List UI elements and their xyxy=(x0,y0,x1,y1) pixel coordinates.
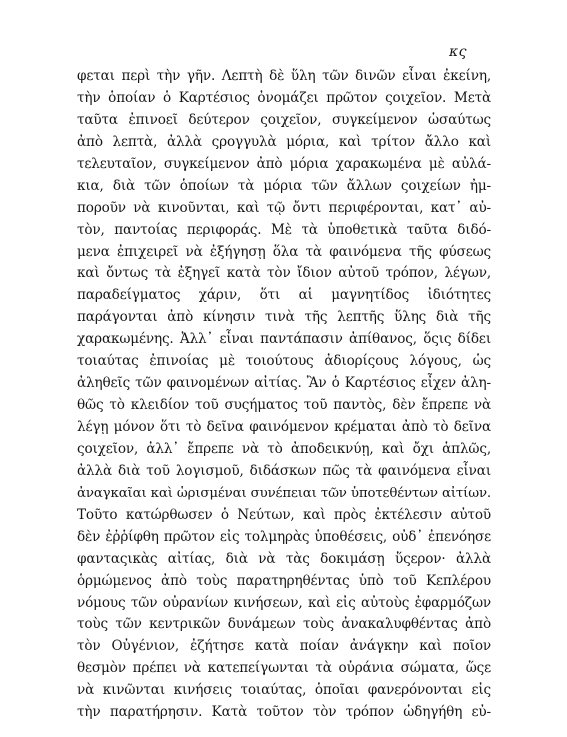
text-line: παράγονται ἀπὸ κίνησιν τινὰ τῆς λεπτῆς ὕλης διὰ τῆς xyxy=(77,309,491,326)
text-line: ςοιχεῖον, ἀλλ᾽ ἔπρεπε νὰ τὸ ἀποδεικνύῃ, καὶ ὄχι ἁπλῶς, xyxy=(77,440,491,457)
text-line: φεται περὶ τὴν γῆν. Λεπτὴ δὲ ὕλη τῶν δινῶν εἶναι ἐκείνη, xyxy=(77,68,491,84)
text-line: καὶ ὄντως τὰ ἐξηγεῖ κατὰ τὸν ἴδιον αὐτοῦ τρόπον, λέγων, xyxy=(77,265,491,282)
text-line: ποροῦν νὰ κινοῦνται, καὶ τῷ ὄντι περιφέρονται, κατ᾽ αὐ- xyxy=(77,199,491,216)
text-line: ταῦτα ἐπινοεῖ δεύτερον ςοιχεῖον, συγκείμενον ὡσαύτως xyxy=(77,111,491,128)
text-line: τελευταῖον, συγκείμενον ἀπὸ μόρια χαρακωμένα μὲ αὐλά- xyxy=(77,155,491,172)
text-line: νόμους τῶν οὐρανίων κινήσεων, καὶ εἰς αὐτοὺς ἐφαρμόζων xyxy=(77,594,491,611)
text-line: ἀλλὰ διὰ τοῦ λογισμοῦ, διδάσκων πῶς τὰ φαινόμενα εἶναι xyxy=(77,462,491,479)
text-line: φανταςικὰς αἰτίας, διὰ νὰ τὰς δοκιμάσῃ ὕςερον· ἀλλὰ xyxy=(77,550,491,567)
page-number: κς xyxy=(449,44,468,60)
body-text xyxy=(77,66,491,724)
text-line: τὸν Οὐγένιον, ἐζήτησε κατὰ ποίαν ἀνάγκην καὶ ποῖον xyxy=(77,638,491,655)
text-line: χαρακωμένης. Ἀλλ᾽ εἶναι παντάπασιν ἀπίθανος, ὅςις δίδει xyxy=(77,331,491,348)
text-line: θῶς τὸ κλειδίον τοῦ συςήματος τοῦ παντὸς, δὲν ἔπρεπε νὰ xyxy=(77,397,491,414)
text-line: ἀληθεῖς τῶν φαινομένων αἰτίας. Ἂν ὁ Καρτέσιος εἶχεν ἀλη- xyxy=(77,375,491,392)
text-line: κια, διὰ τῶν ὁποίων τὰ μόρια τῶν ἄλλων ςοιχείων ἠμ- xyxy=(77,177,491,194)
text-line: μενα ἐπιχειρεῖ νὰ ἐξήγησῃ ὅλα τὰ φαινόμενα τῆς φύσεως xyxy=(77,243,491,260)
text-line: τὴν παρατήρησιν. Κατὰ τοῦτον τὸν τρόπον ὡδηγήθη εὐ- xyxy=(77,704,491,721)
text-line: λέγῃ μόνον ὅτι τὸ δεῖνα φαινόμενον κρέμαται ἀπὸ τὸ δεῖνα xyxy=(77,419,491,435)
text-line: τοὺς τῶν κεντρικῶν δυνάμεων τοὺς ἀνακαλυφθέντας ἀπὸ xyxy=(77,616,491,633)
text-line: ἀπὸ λεπτὰ, ἀλλὰ ςρογγυλὰ μόρια, καὶ τρίτον ἄλλο καὶ xyxy=(77,133,491,150)
text-line: τὴν ὁποίαν ὁ Καρτέσιος ὀνομάζει πρῶτον ςοιχεῖον. Μετὰ xyxy=(77,89,491,106)
text-line: νὰ κινῶνται κινήσεις τοιαύτας, ὁποῖαι φανερόνονται εἰς xyxy=(77,682,491,699)
text-line: ὁρμώμενος ἀπὸ τοὺς παρατηρηθέντας ὑπὸ τοῦ Κεπλέρου xyxy=(77,572,491,589)
text-line: ἀναγκαῖαι καὶ ὡρισμέναι συνέπειαι τῶν ὑποτεθέντων αἰτίων. xyxy=(77,485,491,501)
text-line: τὸν, παντοίας περιφοράς. Μὲ τὰ ὑποθετικὰ ταῦτα διδό- xyxy=(77,221,491,238)
text-line: θεσμὸν πρέπει νὰ κατεπείγωνται τὰ οὐράνια σώματα, ὥςε xyxy=(77,660,491,677)
text-line: δὲν ἐῤῥίφθη πρῶτον εἰς τολμηρὰς ὑποθέσεις, οὐδ᾽ ἐπενόησε xyxy=(77,528,491,545)
text-line: Τοῦτο κατώρθωσεν ὁ Νεύτων, καὶ πρὸς ἐκτέλεσιν αὐτοῦ xyxy=(77,506,491,523)
text-line: παραδείγματος χάριν, ὅτι αἱ μαγνητίδος ἰδιότητες xyxy=(77,287,491,304)
text-line: τοιαύτας ἐπινοίας μὲ τοιούτους ἀδιορίςους λόγους, ὡς xyxy=(77,353,491,370)
